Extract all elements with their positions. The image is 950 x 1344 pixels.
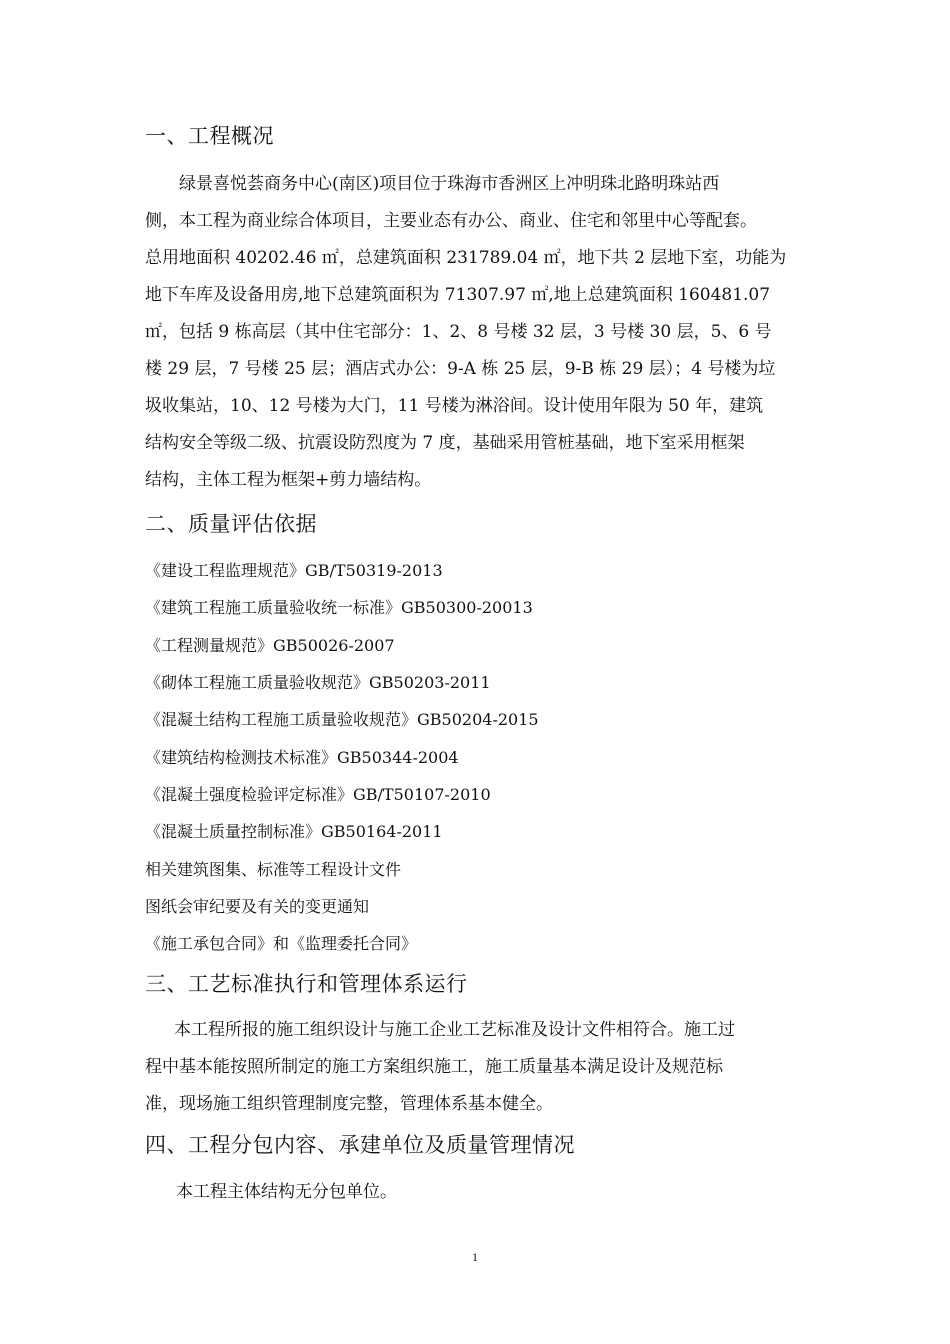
reference-item: 《施工承包合同》和《监理委托合同》 (145, 934, 418, 953)
reference-item: 《砌体工程施工质量验收规范》GB50203-2011 (145, 673, 491, 692)
reference-item: 《混凝土质量控制标准》GB50164-2011 (145, 822, 443, 841)
paragraph-line: 总用地面积 40202.46 ㎡，总建筑面积 231789.04 ㎡，地下共 2 层地下室，功能为 (145, 248, 787, 268)
page-number: 1 (472, 1250, 478, 1264)
paragraph-line: 程中基本能按照所制定的施工方案组织施工，施工质量基本满足设计及规范标 (145, 1057, 723, 1077)
paragraph-line: 结构，主体工程为框架+剪力墙结构。 (145, 470, 432, 490)
reference-item: 《建筑工程施工质量验收统一标准》GB50300-20013 (145, 598, 533, 617)
reference-item: 图纸会审纪要及有关的变更通知 (145, 897, 370, 916)
paragraph-line: 圾收集站，10、12 号楼为大门，11 号楼为淋浴间。设计使用年限为 50 年，建筑 (145, 396, 764, 416)
paragraph-line: 本工程所报的施工组织设计与施工企业工艺标准及设计文件相符合。施工过 (157, 1020, 735, 1040)
paragraph-line: 结构安全等级二级、抗震设防烈度为 7 度，基础采用管桩基础，地下室采用框架 (145, 433, 745, 453)
reference-item: 《建筑结构检测技术标准》GB50344-2004 (145, 748, 459, 767)
section-heading-subcontract: 四、工程分包内容、承建单位及质量管理情况 (145, 1133, 575, 1157)
process-paragraph (145, 1012, 805, 1123)
paragraph-line: ㎡，包括 9 栋高层（其中住宅部分：1、2、8 号楼 32 层，3 号楼 30 层，5、6 号 (145, 322, 772, 342)
reference-item: 相关建筑图集、标准等工程设计文件 (145, 860, 402, 879)
paragraph-line: 本工程主体结构无分包单位。 (159, 1182, 397, 1202)
paragraph-line: 准，现场施工组织管理制度完整，管理体系基本健全。 (145, 1094, 553, 1114)
paragraph-line: 楼 29 层，7 号楼 25 层；酒店式办公：9-A 栋 25 层，9-B 栋 29 层）；4 号楼为垃 (145, 359, 776, 379)
subcontract-paragraph (145, 1174, 805, 1211)
reference-item: 《混凝土结构工程施工质量验收规范》GB50204-2015 (145, 710, 539, 729)
reference-item: 《混凝土强度检验评定标准》GB/T50107-2010 (145, 785, 491, 804)
section-heading-process: 三、工艺标准执行和管理体系运行 (145, 972, 468, 996)
section-heading-basis: 二、质量评估依据 (145, 512, 317, 536)
reference-item: 《工程测量规范》GB50026-2007 (145, 636, 395, 655)
paragraph-line: 绿景喜悦荟商务中心(南区)项目位于珠海市香洲区上冲明珠北路明珠站西 (162, 174, 720, 194)
section-heading-overview: 一、工程概况 (145, 124, 274, 148)
paragraph-line: 地下车库及设备用房,地下总建筑面积为 71307.97 ㎡,地上总建筑面积 160481.07 (145, 285, 771, 305)
reference-item: 《建设工程监理规范》GB/T50319-2013 (145, 561, 443, 580)
paragraph-line: 侧，本工程为商业综合体项目，主要业态有办公、商业、住宅和邻里中心等配套。 (145, 211, 757, 231)
overview-paragraph (145, 166, 805, 499)
